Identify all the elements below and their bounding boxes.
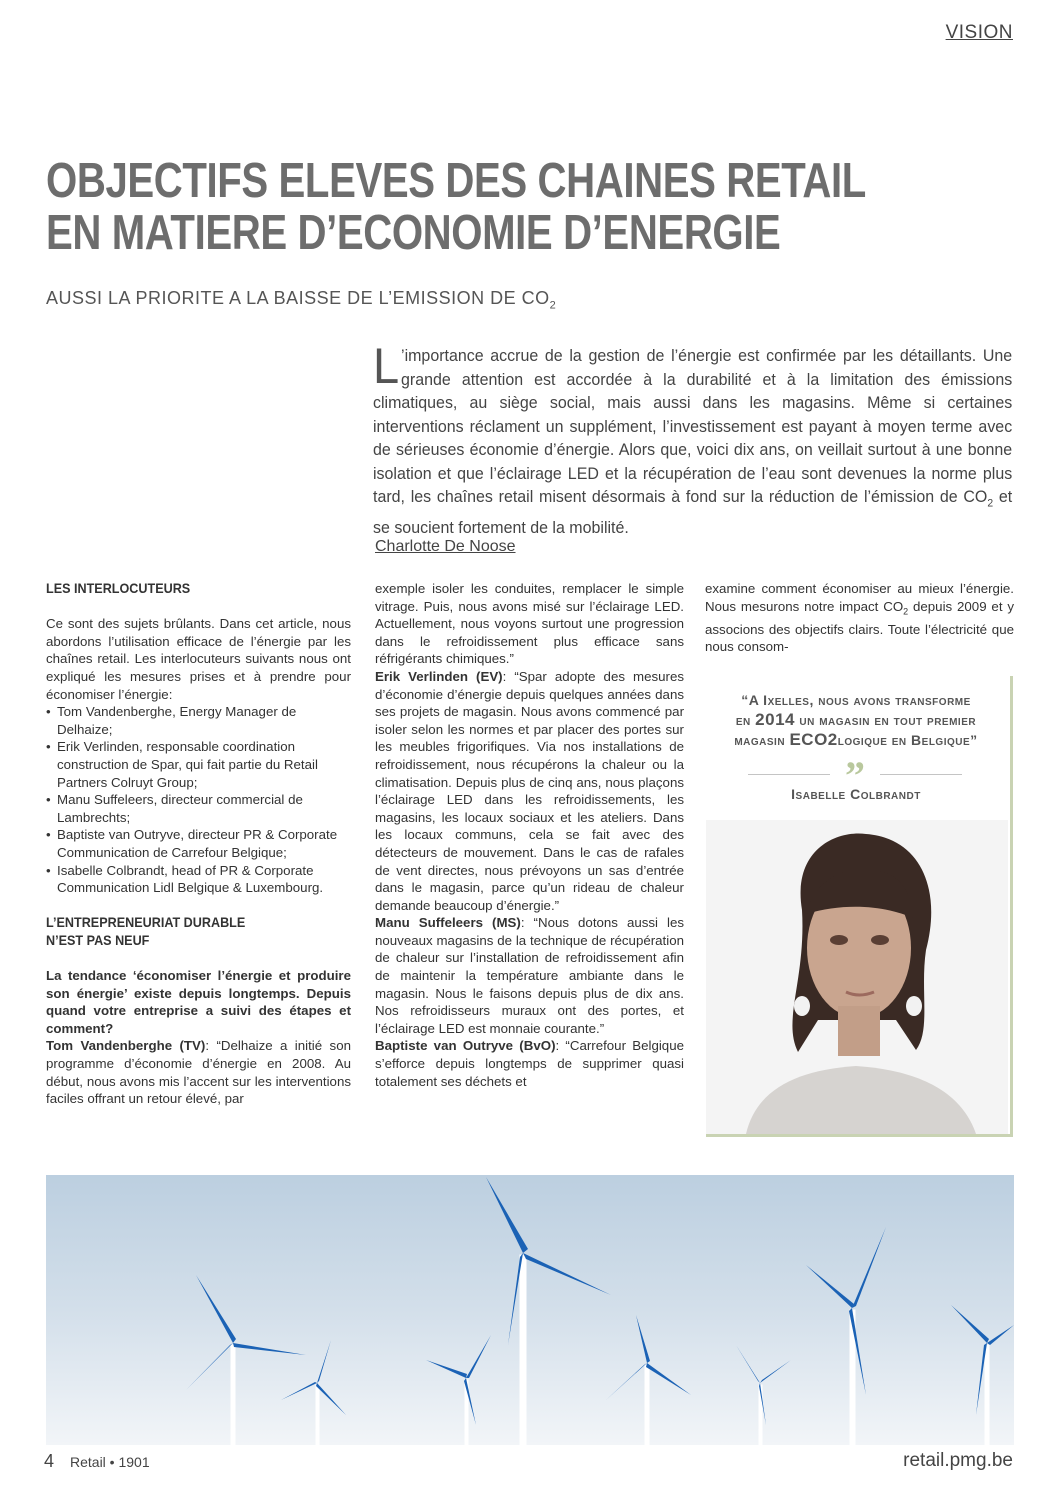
title-line-2: EN MATIERE D’ECONOMIE D’ENERGIE: [46, 206, 781, 260]
heading-line-1: L’ENTREPRENEURIAT DURABLE: [46, 914, 246, 931]
quote-line-2: en 2014 un magasin en tout premier: [735, 710, 977, 729]
subscript: 2: [903, 606, 909, 617]
answer-tv: [46, 1037, 351, 1107]
paragraph: [705, 580, 1014, 656]
heading-entrepreneurship: [46, 914, 321, 949]
text: depuis 2009 et y associons des objectifs clairs. Toute l’électricité que nous consom-: [705, 598, 1014, 655]
pullquote-author: Isabelle Colbrandt: [791, 786, 921, 802]
speaker-name: Manu Suffeleers (MS): [375, 915, 521, 931]
portrait-photo: [706, 820, 1008, 1134]
subtitle-text: AUSSI LA PRIORITE A LA BAISSE DE L’EMISSION DE CO: [46, 288, 550, 308]
list-item: • Baptiste van Outryve, directeur PR & Corporate Communication de Carrefour Belgique;: [46, 826, 351, 861]
website-link[interactable]: retail.pmg.be: [903, 1450, 1013, 1471]
quote-divider-right: [880, 774, 962, 775]
text: examine comment économiser au mieux l’énergie. Nous mesurons notre impact CO: [705, 581, 1014, 614]
title-line-1: OBJECTIFS ELEVES DES CHAINES RETAIL: [46, 154, 866, 208]
article-subtitle: [46, 288, 556, 312]
quote-line-1: “A Ixelles, nous avons transforme: [741, 692, 971, 708]
quote-mark-icon: ”: [845, 753, 865, 798]
answer-ms: [375, 914, 684, 1037]
article-title: [46, 154, 866, 260]
list-item: • Tom Vandenberghe, Energy Manager de Delhaize;: [46, 703, 351, 738]
quote-line-3: magasin ECO2logique en Belgique”: [734, 730, 978, 749]
answer-text: : “Carrefour Belgique s’efforce depuis longtemps de supprimer quasi totalement ses déchets et: [375, 1038, 684, 1089]
pullquote-text: [706, 690, 1006, 750]
lead-text-1: ’importance accrue de la gestion de l’énergie est confirmée par les détaillants. Une grande attention est accordée à la durabilité et à la limitation des émissions climatiques, au siège social, mais aussi dans les magasins. Même si certaines interventions réclament un supplément, l’investissement est payant à moyen terme avec de sérieuses économie d’énergie. Alors que, voici dix ans, on veillait surtout à une bonne isolation et que l’éclairage LED et la récupération de l’eau sont devenues la norme plus tard, les chaînes retail misent désormais à fond sur la réduction de l’émission de CO: [373, 346, 1013, 506]
lead-text-2: et se soucient fortement de la mobilité.: [373, 487, 1013, 537]
interlocutor-list: [46, 703, 351, 897]
author-byline[interactable]: Charlotte De Noose: [375, 538, 516, 555]
speaker-name: Baptiste van Outryve (BvO): [375, 1038, 556, 1054]
drop-cap: L: [373, 338, 400, 394]
magazine-issue: Retail • 1901: [70, 1454, 150, 1470]
answer-ev: [375, 668, 684, 914]
column-3: [705, 580, 1014, 656]
wind-turbines-illustration: [46, 1175, 1014, 1445]
subtitle-subscript: 2: [549, 299, 557, 312]
column-1: [46, 580, 351, 1108]
speaker-name: Tom Vandenberghe (TV): [46, 1038, 206, 1054]
heading-line-2: N’EST PAS NEUF: [46, 931, 150, 948]
speaker-name: Erik Verlinden (EV): [375, 668, 503, 684]
answer-bvo: [375, 1037, 684, 1090]
answer-text: : “Spar adopte des mesures d’économie d’énergie depuis quelques années dans ses projets de magasin. Nous avons commencé par isoler selon les normes et par placer des portes sur les meubles frigorifiques. Via nos installations de refroidissement, nous récupérons la chaleur ou la climatisation. Depuis plus de cinq ans, nous plaçons l’éclairage LED dans les refroidissements, les magasins, les locaux sociaux et les ateliers. Dans les locaux communs, cela se fait avec des détecteurs de mouvement. Dans le cas de rafales de vent directes, nous prévoyons un sas d’entrée dans le magasin, parce qu’un rideau de chaleur demande beaucoup d’énergie.”: [375, 668, 684, 913]
paragraph: exemple isoler les conduites, remplacer le simple vitrage. Puis, nous avons misé sur l’éclairage LED. Actuellement, nous voyons surtout une progression dans le refroidissement plus efficace sans réfrigérants chimiques.”: [375, 581, 684, 667]
list-item: • Manu Suffeleers, directeur commercial de Lambrechts;: [46, 791, 351, 826]
heading-interlocutors: LES INTERLOCUTEURS: [46, 580, 191, 596]
answer-text: : “Delhaize a initié son programme d’économie d’énergie en 2008. Au début, nous avons mis l’accent sur les interventions faciles offrant un retour élevé, par: [46, 1038, 351, 1107]
intro-paragraph: Ce sont des sujets brûlants. Dans cet article, nous abordons l’utilisation efficace de l’énergie par les chaînes retail. Les interlocuteurs suivants nous ont expliqué les mesures prises et à prendre pour économiser l’énergie:: [46, 616, 351, 702]
list-item: • Isabelle Colbrandt, head of PR & Corporate Communication Lidl Belgique & Luxembourg.: [46, 862, 351, 897]
quote-divider-left: [748, 774, 830, 775]
wind-turbines-photo: [46, 1175, 1014, 1445]
interview-question: La tendance ‘économiser l’énergie et produire son énergie’ existe depuis longtemps. Depuis quand votre entreprise a suivi des étapes et comment?: [46, 968, 351, 1036]
section-label: VISION: [945, 22, 1013, 43]
lead-subscript: 2: [987, 497, 994, 510]
answer-text: : “Nous dotons aussi les nouveaux magasins de la technique de récupération de chaleur sur l’installation de refroidissement afin de maintenir la température ambiante dans le magasin. Nous le faisons depuis plus de dix ans. Nos refroidisseurs muraux ont des portes, et l’éclairage LED est monnaie courante.”: [375, 915, 685, 1036]
page-number: 4: [44, 1451, 55, 1471]
column-2: [375, 580, 684, 1090]
list-item: • Erik Verlinden, responsable coordination construction de Spar, qui fait partie du Retail Partners Colruyt Group;: [46, 738, 351, 791]
lead-paragraph: [373, 338, 1013, 539]
portrait-illustration: [706, 820, 1008, 1134]
